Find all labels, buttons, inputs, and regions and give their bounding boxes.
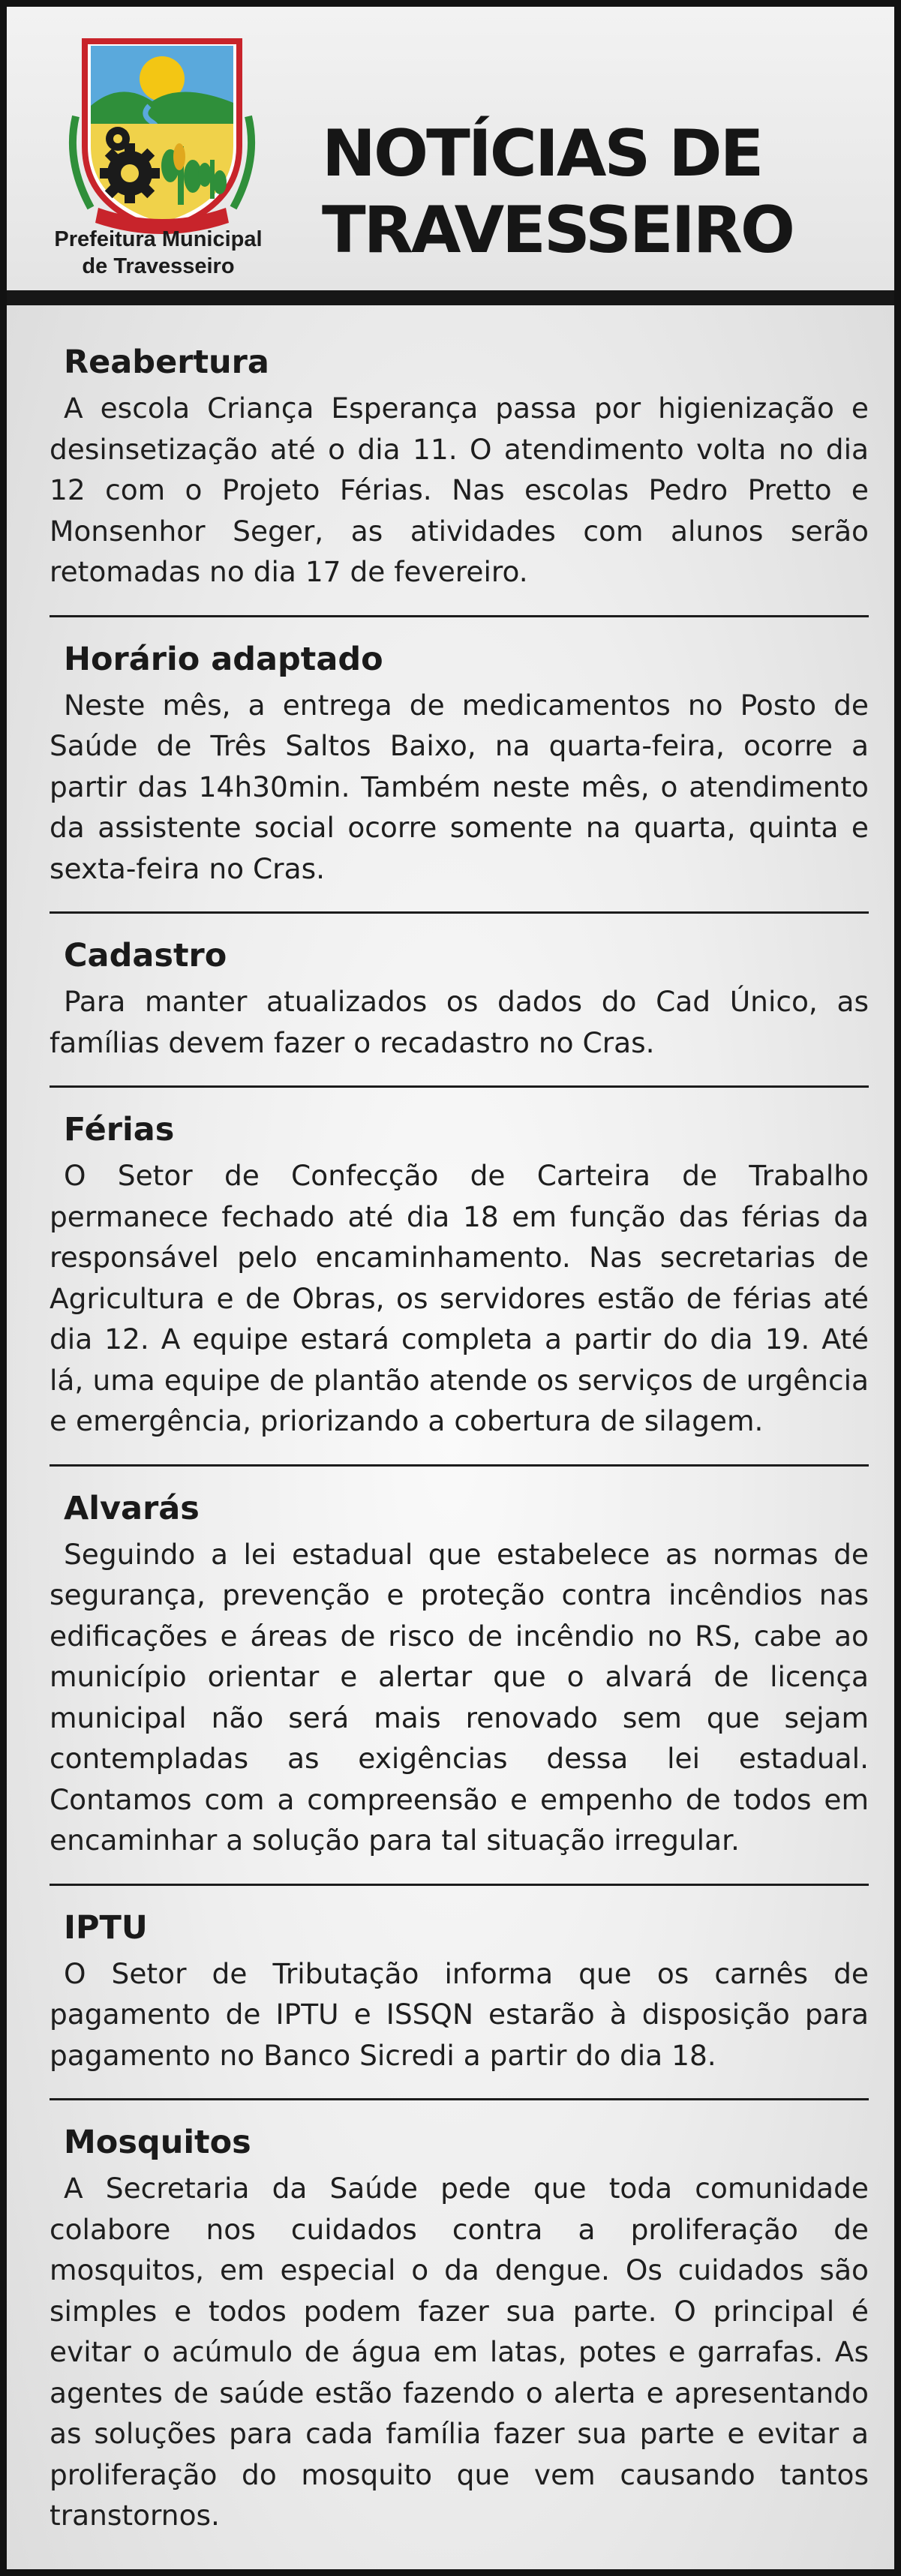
news-divider bbox=[50, 911, 869, 914]
page-title-line-2: TRAVESSEIRO bbox=[322, 193, 793, 268]
news-item-ferias bbox=[50, 1104, 869, 1457]
news-body: O Setor de Confecção de Carteira de Trabalho permanece fechado até dia 18 em função das férias da responsável pelo encaminhamento. Nas secretarias de Agricultura e de Obras, os servidores estão de férias até dia 12. A equipe estará completa a partir do dia 19. Até lá, uma equipe de plantão atende os serviços de urgência e emergência, priorizando a cobertura de silagem. bbox=[50, 1159, 869, 1437]
news-divider bbox=[50, 1884, 869, 1886]
news-title: Mosquitos bbox=[64, 2124, 251, 2161]
news-divider bbox=[50, 1085, 869, 1088]
news-divider bbox=[50, 615, 869, 617]
news-body: Para manter atualizados os dados do Cad Único, as famílias devem fazer o recadastro no Cras. bbox=[50, 985, 869, 1059]
news-title: IPTU bbox=[64, 1908, 148, 1947]
news-body: A escola Criança Esperança passa por higienização e desinsetização até o dia 11. O atendimento volta no dia 12 com o Projeto Férias. Nas escolas Pedro Pretto e Monsenhor Seger, as atividades com alunos serão retomadas no dia 17 de fevereiro. bbox=[50, 392, 869, 588]
page-title-line-1: NOTÍCIAS DE bbox=[322, 116, 762, 191]
news-body: A Secretaria da Saúde pede que toda comunidade colabore nos cuidados contra a proliferação de mosquitos, em especial o da dengue. Os cuidados são simples e todos podem fazer sua parte. O principal é evitar o acúmulo de água em latas, potes e garrafas. As agentes de saúde estão fazendo o alerta e apresentando as soluções para cada família fazer sua parte e evitar a proliferação do mosquito que vem causando tantos transtornos. bbox=[50, 2172, 869, 2532]
news-title: Cadastro bbox=[64, 937, 227, 974]
news-title: Férias bbox=[64, 1111, 175, 1148]
news-item-mosquitos bbox=[50, 2117, 869, 2551]
news-list bbox=[50, 337, 869, 2551]
news-divider bbox=[50, 1464, 869, 1467]
news-body: Neste mês, a entrega de medicamentos no Posto de Saúde de Três Saltos Baixo, na quarta-feira, ocorre a partir das 14h30min. Também neste mês, o atendimento da assistente social ocorre somente na quarta, quinta e sexta-feira no Cras. bbox=[50, 688, 869, 885]
news-divider bbox=[50, 2098, 869, 2100]
logo-caption-line-1: Prefeitura Municipal bbox=[54, 227, 263, 251]
page-header bbox=[7, 7, 894, 290]
news-title: Reabertura bbox=[64, 344, 269, 381]
logo-caption bbox=[46, 226, 271, 280]
news-title: Alvarás bbox=[64, 1489, 200, 1527]
news-body: Seguindo a lei estadual que estabelece as normas de segurança, prevenção e proteção contra incêndios nas edificações e áreas de risco de incêndio no RS, cabe ao município orientar e alertar que o alvará de licença municipal não será mais renovado sem que sejam contempladas as exigências dessa lei estadual. Contamos com a compreensão e empenho de todos em encaminhar a solução para tal situação irregular. bbox=[50, 1537, 869, 1857]
news-title: Horário adaptado bbox=[64, 640, 383, 678]
news-item-cadastro bbox=[50, 930, 869, 1078]
coat-of-arms-icon bbox=[68, 34, 256, 236]
news-item-reabertura bbox=[50, 337, 869, 608]
news-item-iptu bbox=[50, 1902, 869, 2091]
news-body: O Setor de Tributação informa que os carnês de pagamento de IPTU e ISSQN estarão à disposição para pagamento no Banco Sicredi a partir do dia 18. bbox=[50, 1956, 869, 2072]
logo-caption-line-2: de Travesseiro bbox=[82, 254, 235, 278]
page-title bbox=[322, 116, 892, 269]
news-item-alvaras bbox=[50, 1483, 869, 1876]
news-item-horario-adaptado bbox=[50, 634, 869, 905]
header-divider bbox=[7, 290, 894, 305]
